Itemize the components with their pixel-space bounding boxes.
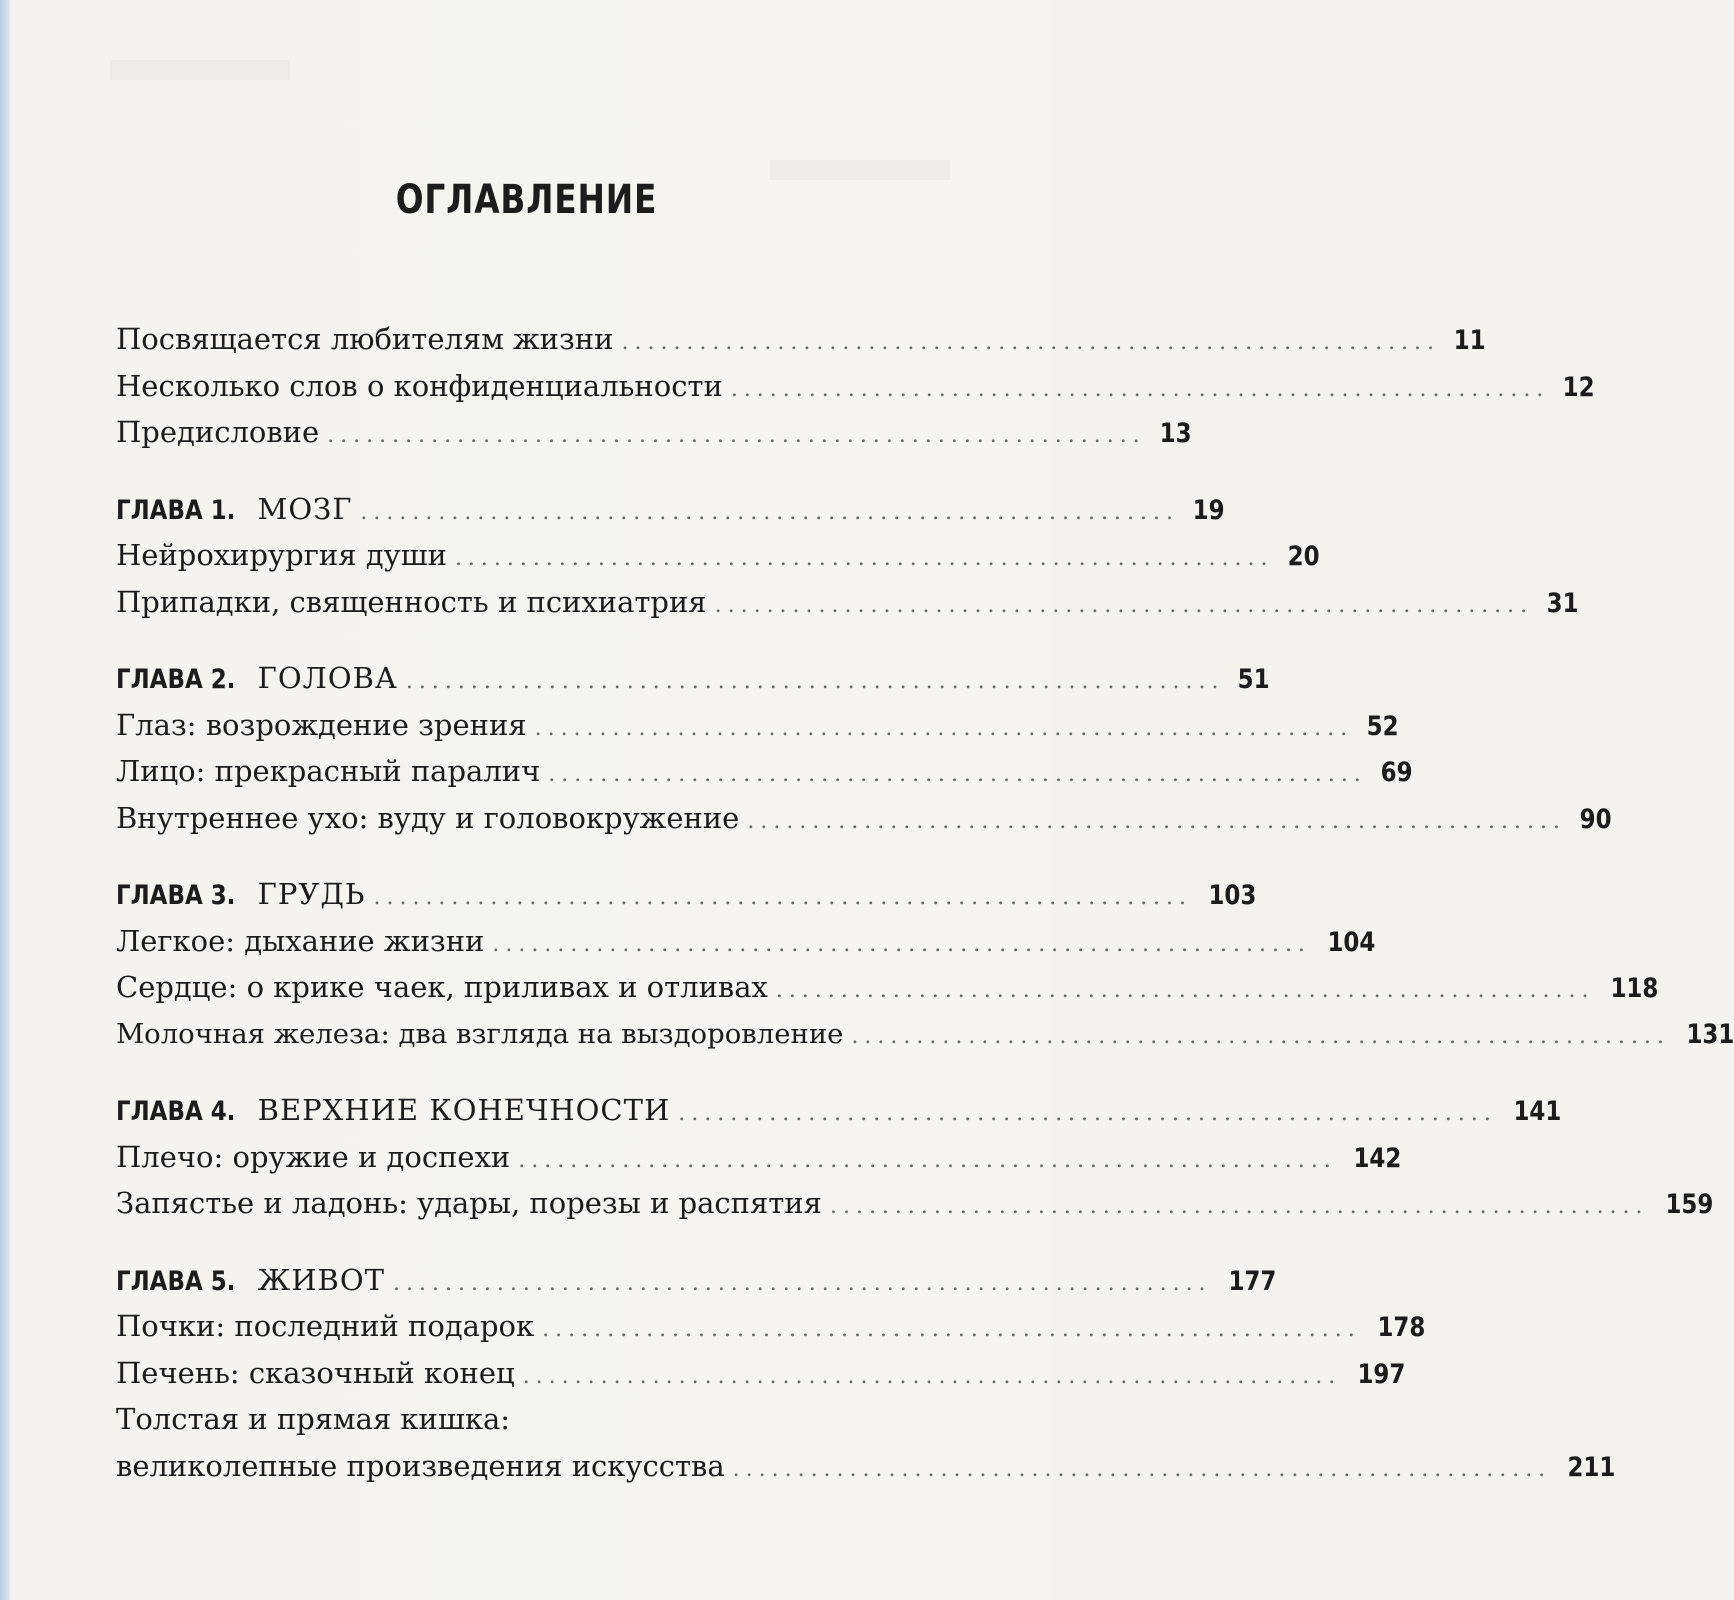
dot-leader: ............................................................... (360, 499, 1179, 525)
dot-leader: ............................................................... (405, 669, 1225, 694)
toc-page-number: 52 (1366, 710, 1399, 742)
toc-entry-title: Сердце: о крике чаек, приливах и отливах (116, 970, 768, 1004)
chapter-label: ГЛАВА 5. (116, 1265, 236, 1297)
toc-page-number: 20 (1287, 541, 1320, 572)
toc-entry[interactable] (116, 702, 1399, 749)
toc-entry-title: Несколько слов о конфиденциальности (116, 368, 723, 403)
toc-page-number: 90 (1579, 803, 1612, 835)
toc-page-number: 69 (1380, 757, 1413, 788)
toc-page-number: 19 (1192, 494, 1225, 526)
section-gap (116, 841, 982, 871)
chapter-name: ЖИВОТ (257, 1262, 385, 1297)
toc-page-number: 178 (1377, 1312, 1426, 1343)
toc-entry-title: Глаз: возрождение зрения (116, 707, 527, 742)
toc-page-number: 141 (1513, 1096, 1562, 1127)
dot-leader: ............................................................... (534, 715, 1354, 741)
dot-leader: ............................................................... (621, 330, 1441, 355)
toc-page-number: 51 (1238, 664, 1271, 695)
toc-chapter-heading[interactable] (116, 1257, 1276, 1304)
toc-page-number: 118 (1610, 973, 1659, 1004)
toc-page-number: 104 (1327, 926, 1376, 958)
toc-page-number: 12 (1563, 371, 1595, 403)
chapter-label: ГЛАВА 1. (116, 494, 236, 526)
toc-page-number: 103 (1208, 880, 1257, 911)
toc-entry-title: Толстая и прямая кишка: (116, 1402, 511, 1436)
dot-leader: ............................................................... (518, 1147, 1337, 1173)
toc-entry[interactable] (116, 579, 1579, 626)
dot-leader: ............................................................... (714, 592, 1534, 618)
dot-leader: ............................................................... (327, 423, 1146, 448)
dot-leader: ............................................................... (542, 1317, 1361, 1342)
toc-page-number: 131 (1686, 1018, 1734, 1050)
toc-entry-title: Припадки, священность и психиатрия (116, 584, 707, 619)
toc-entry-title: Посвящается любителям жизни (116, 322, 614, 356)
toc-entry-title: Предисловие (116, 415, 320, 449)
dot-leader: ............................................................... (732, 1456, 1552, 1482)
section-gap (116, 456, 982, 486)
toc-entry-title: Нейрохирургия души (116, 538, 447, 572)
chapter-label: ГЛАВА 4. (116, 1096, 236, 1127)
dot-leader: ............................................................... (775, 978, 1595, 1003)
dot-leader: ............................................................... (373, 885, 1193, 910)
chapter-name: МОЗГ (257, 491, 353, 526)
toc-entry[interactable] (116, 532, 1320, 579)
toc-chapter-heading[interactable] (116, 871, 1257, 918)
toc-entry[interactable] (116, 795, 1612, 842)
chapter-label: ГЛАВА 2. (116, 664, 236, 695)
chapter-name: ВЕРХНИЕ КОНЕЧНОСТИ (257, 1093, 671, 1127)
toc-entry-title: Внутреннее ухо: вуду и головокружение (116, 800, 740, 835)
dot-leader: ............................................................... (678, 1101, 1497, 1126)
toc-page-number: 177 (1228, 1265, 1276, 1297)
dot-leader: ............................................................... (747, 808, 1566, 834)
table-of-contents (116, 316, 1734, 1489)
toc-page-number: 11 (1453, 325, 1486, 356)
toc-chapter-heading[interactable] (116, 1087, 1562, 1134)
dot-leader: ............................................................... (492, 931, 1311, 957)
dot-leader: ............................................................... (851, 1023, 1670, 1049)
dot-leader: ............................................................... (392, 1270, 1212, 1296)
show-through-shading (110, 60, 290, 80)
section-gap (116, 1227, 982, 1257)
dot-leader: ............................................................... (454, 546, 1274, 571)
toc-entry-title: Лицо: прекрасный паралич (116, 754, 541, 788)
toc-entry[interactable] (116, 1011, 1734, 1058)
toc-page-number: 142 (1353, 1142, 1402, 1174)
toc-entry[interactable] (116, 316, 1486, 363)
chapter-label: ГЛАВА 3. (116, 880, 236, 911)
toc-page-number: 31 (1546, 587, 1579, 619)
toc-entry[interactable] (116, 1443, 1616, 1490)
toc-entry-title: Молочная железа: два взгляда на выздоровление (116, 1017, 844, 1050)
toc-entry-title: Запястье и ладонь: удары, порезы и распятия (116, 1186, 822, 1220)
page-edge (0, 0, 10, 1600)
toc-entry-title: Плечо: оружие и доспехи (116, 1139, 511, 1174)
toc-page-number: 211 (1567, 1451, 1616, 1483)
toc-entry[interactable] (116, 409, 1192, 456)
toc-entry-line1[interactable] (116, 1396, 982, 1443)
toc-entry-title: Почки: последний подарок (116, 1309, 535, 1343)
toc-page-number: 13 (1159, 418, 1192, 449)
section-gap (116, 625, 982, 655)
toc-entry[interactable] (116, 363, 1595, 410)
chapter-name: ГРУДЬ (257, 877, 366, 911)
dot-leader: ............................................................... (522, 1363, 1342, 1389)
toc-entry[interactable] (116, 1303, 1426, 1350)
toc-entry[interactable] (116, 748, 1413, 795)
toc-entry[interactable] (116, 1134, 1402, 1181)
dot-leader: ............................................................... (548, 762, 1367, 787)
page-title: ОГЛАВЛЕНИЕ (395, 176, 658, 223)
toc-entry[interactable] (116, 964, 1659, 1011)
toc-entry[interactable] (116, 1180, 1713, 1227)
toc-entry-title: Легкое: дыхание жизни (116, 923, 485, 958)
chapter-name: ГОЛОВА (257, 661, 398, 695)
toc-page-number: 197 (1357, 1358, 1406, 1390)
toc-entry[interactable] (116, 918, 1376, 965)
dot-leader: ............................................................... (829, 1194, 1649, 1219)
toc-entry-title-continued: великолепные произведения искусства (116, 1448, 725, 1483)
toc-entry-title: Печень: сказочный конец (116, 1355, 515, 1390)
toc-entry[interactable] (116, 1350, 1406, 1397)
dot-leader: ............................................................... (730, 376, 1550, 402)
toc-chapter-heading[interactable] (116, 655, 1271, 702)
toc-page-number: 159 (1665, 1189, 1713, 1220)
toc-chapter-heading[interactable] (116, 486, 1225, 533)
section-gap (116, 1057, 982, 1087)
